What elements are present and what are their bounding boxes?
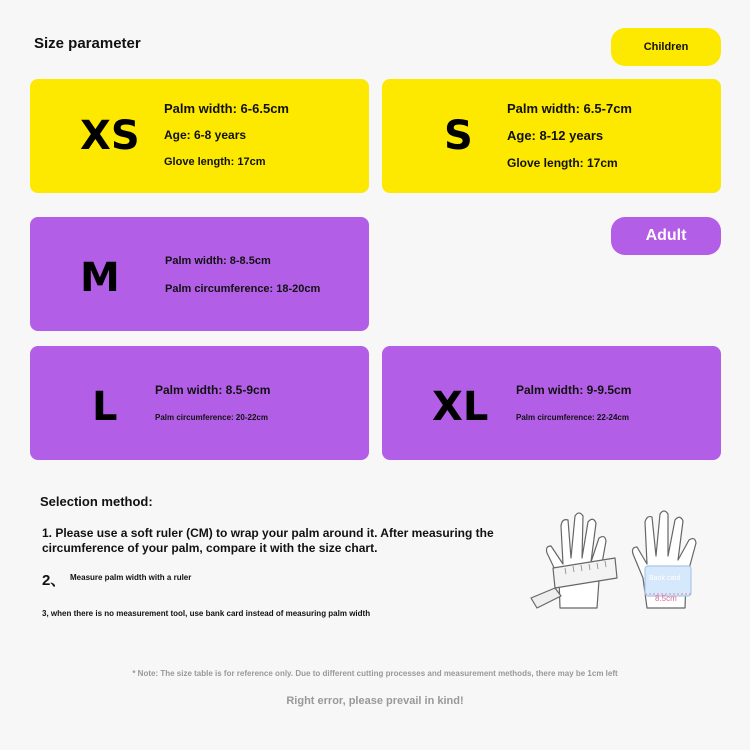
glove-length: Glove length: 17cm: [164, 156, 266, 168]
step-3: 3, when there is no measurement tool, use bank card instead of measuring palm width: [42, 609, 371, 618]
page-title: Size parameter: [34, 35, 141, 52]
children-badge: Children: [611, 28, 721, 66]
step-2-number: 2、: [42, 572, 66, 589]
palm-width: Palm width: 6.5-7cm: [507, 101, 632, 116]
step-2: Measure palm width with a ruler: [70, 573, 192, 582]
glove-length: Glove length: 17cm: [507, 156, 618, 170]
hand-measurement-illustration: [525, 508, 725, 618]
step-1: 1. Please use a soft ruler (CM) to wrap your palm around it. After measuring the circumference of your palm, compare it with the size chart.: [42, 526, 494, 555]
size-card-xl: [382, 346, 721, 460]
footer-right-error: Right error, please prevail in kind!: [286, 695, 464, 707]
hand-ruler-icon: [531, 513, 617, 608]
size-label: XL: [432, 384, 489, 430]
palm-circumference: Palm circumference: 20-22cm: [155, 413, 268, 422]
size-label: S: [444, 113, 473, 159]
measure-text: 8.5cm: [655, 594, 677, 603]
adult-badge: Adult: [611, 217, 721, 255]
size-card-l: [30, 346, 369, 460]
palm-width: Palm width: 8.5-9cm: [155, 383, 271, 397]
selection-title: Selection method:: [40, 494, 153, 509]
size-card-xs: [30, 79, 369, 193]
size-card-s: [382, 79, 721, 193]
size-label: M: [80, 255, 120, 301]
size-label: L: [92, 384, 118, 430]
palm-circumference: Palm circumference: 22-24cm: [516, 413, 629, 422]
palm-width: Palm width: 8-8.5cm: [165, 255, 271, 267]
palm-width: Palm width: 9-9.5cm: [516, 383, 632, 397]
palm-circumference: Palm circumference: 18-20cm: [165, 283, 321, 295]
age: Age: 8-12 years: [507, 128, 604, 143]
bank-card-text: Bank card: [649, 575, 681, 582]
palm-width: Palm width: 6-6.5cm: [164, 101, 289, 116]
age: Age: 6-8 years: [164, 128, 247, 142]
footer-note: * Note: The size table is for reference only. Due to different cutting processes and measurement methods, there may be 1cm left: [132, 669, 618, 678]
size-label: XS: [80, 113, 140, 159]
size-card-m: [30, 217, 369, 331]
